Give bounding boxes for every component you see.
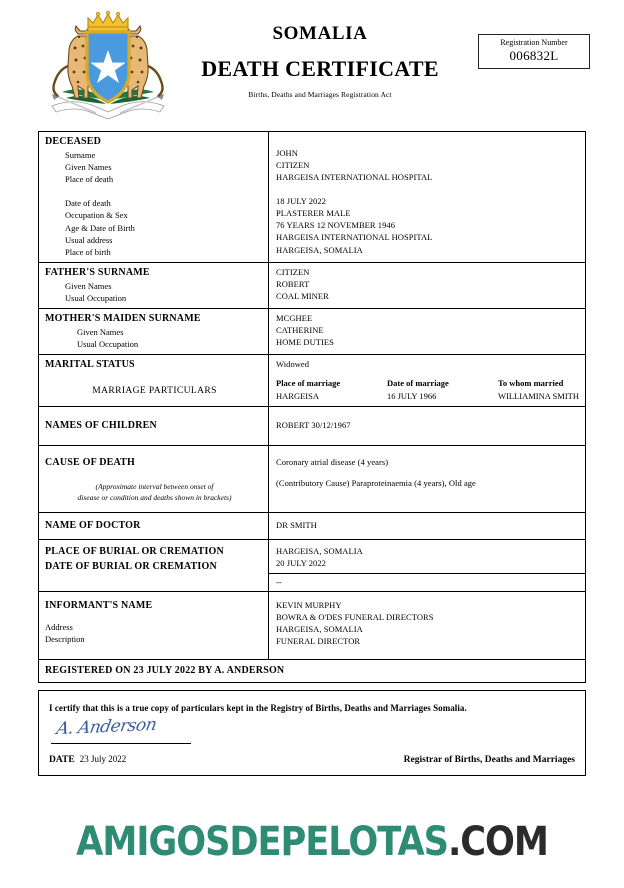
registration-number-value: 006832L (509, 47, 559, 63)
act-subtitle: Births, Deaths and Marriages Registration Act (248, 90, 392, 100)
cause-labels (39, 446, 269, 512)
value-father-occupation: COAL MINER (276, 290, 329, 301)
value-cause-primary: Coronary atrial disease (4 years) (276, 457, 389, 468)
value-age-dob: 76 YEARS 12 NOVEMBER 1946 (276, 220, 395, 231)
informant-spacer (45, 613, 264, 621)
document-title: DEATH CERTIFICATE (201, 55, 439, 81)
value-mother-surname: MCGHEE (276, 313, 313, 323)
registered-text: REGISTERED ON 23 JULY 2022 BY A. ANDERSON (45, 664, 285, 676)
marital-heading: MARITAL STATUS (45, 359, 135, 371)
value-informant-description: FUNERAL DIRECTOR (276, 635, 361, 646)
value-occupation-sex: PLASTERER MALE (276, 208, 351, 219)
burial-sub-divider (269, 573, 585, 588)
label-date-of-death: Date of death (65, 198, 111, 209)
marital-values (269, 355, 585, 406)
marriage-particulars-grid (276, 377, 581, 402)
label-informant-description: Description (45, 633, 85, 644)
row-cause-of-death (39, 446, 585, 513)
certificate-table (38, 131, 586, 683)
certification-box (38, 690, 586, 776)
value-cause-contributory: (Contributory Cause) Paraproteinaemia (4 years), Old age (276, 478, 476, 489)
marriage-spouse-column (498, 377, 581, 402)
doctor-values (269, 513, 585, 539)
certification-date (49, 749, 126, 767)
mother-values (269, 309, 585, 354)
date-label: DATE (49, 755, 75, 765)
row-doctor (39, 513, 585, 540)
father-labels (39, 263, 269, 308)
registrar-signature: A. Anderson (54, 714, 158, 740)
marriage-spouse-value: WILLIAMINA SMITH (498, 390, 579, 401)
label-father-occupation: Usual Occupation (65, 292, 127, 303)
date-value: 23 July 2022 (79, 754, 127, 764)
cause-of-death-note-line2: disease or condition and deaths shown in brackets) (77, 493, 232, 503)
label-usual-address: Usual address (65, 234, 113, 245)
registrar-title: Registrar of Births, Deaths and Marriages (403, 755, 575, 765)
certification-statement: I certify that this is a true copy of particulars kept in the Registry of Births, Deaths and Marriages Somalia. (49, 703, 467, 713)
value-surname: JOHN (276, 148, 298, 159)
cause-of-death-note-line1: (Approximate interval between onset of (95, 482, 214, 492)
marriage-place-column (276, 377, 387, 402)
value-place-of-birth: HARGEISA, SOMALIA (276, 244, 363, 255)
burial-place-heading: PLACE OF BURIAL OR CREMATION (45, 546, 224, 558)
label-informant-address: Address (45, 621, 73, 632)
informant-heading: INFORMANT'S NAME (45, 599, 153, 611)
row-informant (39, 592, 585, 660)
mother-labels (39, 309, 269, 354)
value-mother-occupation: HOME DUTIES (276, 337, 334, 348)
marital-spacer (45, 373, 264, 385)
value-burial-place: HARGEISA, SOMALIA (276, 546, 363, 557)
label-spacer (45, 185, 264, 197)
label-place-of-death: Place of death (65, 174, 114, 185)
burial-date-heading: DATE OF BURIAL OR CREMATION (45, 560, 217, 572)
country-title: SOMALIA (272, 23, 368, 44)
row-children (39, 407, 585, 446)
row-father (39, 263, 585, 309)
row-marital-status (39, 355, 585, 407)
row-deceased (39, 132, 585, 263)
marriage-place-header: Place of marriage (276, 378, 341, 389)
value-father-given-names: ROBERT (276, 278, 310, 289)
value-place-of-death: HARGEISA INTERNATIONAL HOSPITAL (276, 172, 433, 183)
mother-heading: MOTHER'S MAIDEN SURNAME (45, 313, 201, 324)
watermark-primary: AMIGOSDEPELOTAS (76, 819, 448, 865)
signature-area (49, 714, 575, 747)
value-burial-date: 20 JULY 2022 (276, 558, 326, 569)
row-burial (39, 540, 585, 591)
row-registered (39, 660, 585, 682)
marriage-particulars-label: MARRIAGE PARTICULARS (92, 385, 217, 396)
row-mother (39, 309, 585, 355)
marriage-date-column (387, 377, 498, 402)
value-marital-status: Widowed (276, 359, 310, 370)
label-mother-given-names: Given Names (77, 327, 124, 338)
value-father-surname: CITIZEN (276, 266, 310, 277)
registration-number-label: Registration Number (500, 38, 568, 47)
children-values (269, 407, 585, 445)
label-given-names: Given Names (65, 162, 112, 173)
value-informant-address: HARGEISA, SOMALIA (276, 623, 363, 634)
value-doctor-name: DR SMITH (276, 520, 317, 531)
cause-values (269, 446, 585, 512)
site-watermark (0, 819, 624, 865)
father-values (269, 263, 585, 308)
label-age-dob: Age & Date of Birth (65, 222, 135, 233)
deceased-labels (39, 132, 269, 262)
certification-footer (49, 749, 575, 767)
burial-values (269, 540, 585, 590)
watermark-suffix: .COM (447, 819, 548, 865)
header-titles (186, 24, 454, 99)
doctor-labels (39, 513, 269, 539)
marriage-date-header: Date of marriage (387, 378, 449, 389)
father-heading: FATHER'S SURNAME (45, 266, 150, 278)
burial-labels (39, 540, 269, 590)
informant-values (269, 592, 585, 659)
label-surname: Surname (65, 150, 96, 161)
value-usual-address: HARGEISA INTERNATIONAL HOSPITAL (276, 232, 433, 243)
value-children: ROBERT 30/12/1967 (276, 420, 351, 430)
children-labels (39, 407, 269, 445)
registration-number-box (478, 34, 590, 69)
certificate-header (0, 0, 624, 118)
label-mother-occupation: Usual Occupation (77, 339, 139, 350)
marriage-date-value: 16 JULY 1966 (387, 390, 437, 401)
value-date-of-death: 18 JULY 2022 (276, 196, 326, 207)
somalia-coat-of-arms-icon (32, 10, 184, 122)
children-heading: NAMES OF CHILDREN (45, 420, 157, 431)
label-occupation-sex: Occupation & Sex (65, 210, 128, 221)
label-father-given-names: Given Names (65, 280, 112, 291)
value-burial-extra: -- (276, 577, 282, 588)
value-informant-name: KEVIN MURPHY (276, 599, 342, 610)
value-spacer (276, 183, 581, 195)
deceased-values (269, 132, 585, 262)
marriage-spouse-header: To whom married (498, 378, 564, 389)
label-place-of-birth: Place of birth (65, 246, 111, 257)
value-mother-given-names: CATHERINE (276, 325, 324, 336)
doctor-heading: NAME OF DOCTOR (45, 520, 141, 532)
value-informant-organisation: BOWRA & O'DES FUNERAL DIRECTORS (276, 611, 434, 622)
value-given-names: CITIZEN (276, 160, 310, 171)
marriage-place-value: HARGEISA (276, 390, 319, 401)
cause-of-death-heading: CAUSE OF DEATH (45, 457, 136, 469)
informant-labels (39, 592, 269, 659)
signature-rule (51, 743, 191, 744)
deceased-heading: DECEASED (45, 136, 102, 147)
marital-labels (39, 355, 269, 406)
